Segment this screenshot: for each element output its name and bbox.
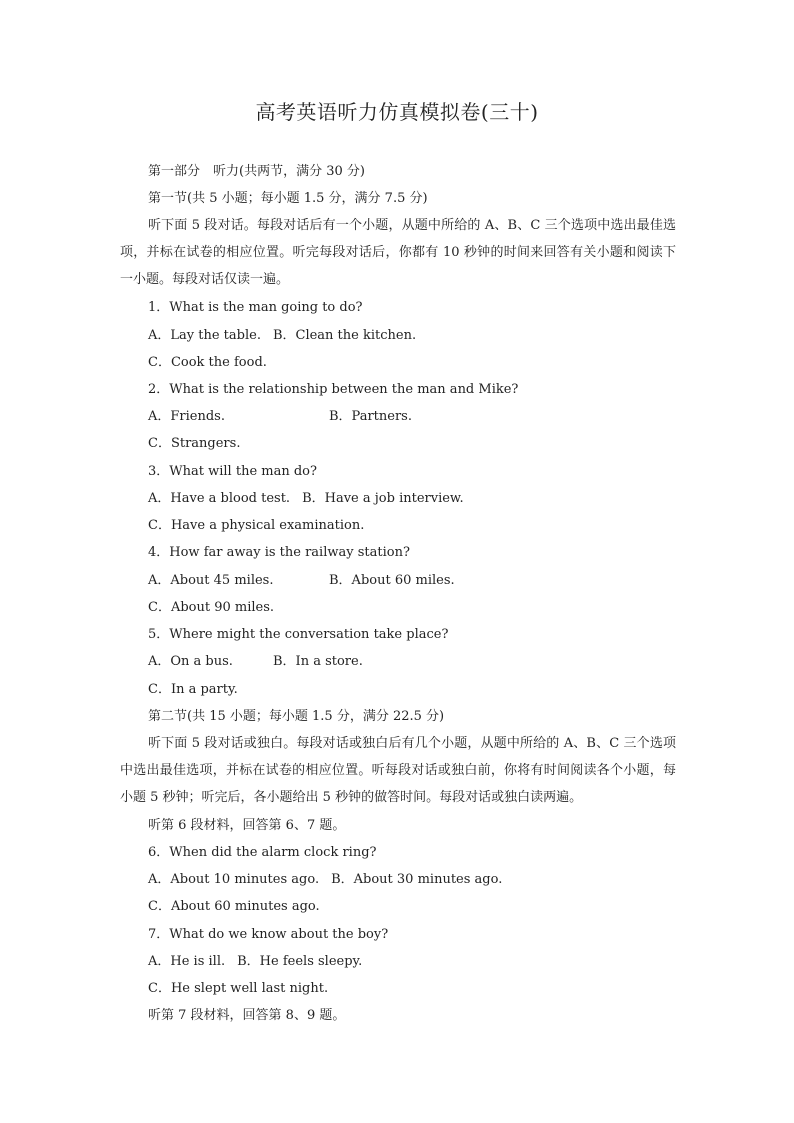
q4-option-b[interactable]: B．About 60 miles. — [329, 573, 455, 588]
question-4: 4．How far away is the railway station? — [148, 545, 410, 560]
question-3-options-ab — [148, 490, 464, 507]
q1-option-a[interactable]: A．Lay the table. — [148, 328, 261, 343]
section1-heading: 第一节(共 5 小题；每小题 1.5 分，满分 7.5 分) — [148, 191, 428, 206]
question-7: 7．What do we know about the boy? — [148, 927, 389, 942]
q7-option-b[interactable]: B．He feels sleepy. — [237, 954, 363, 969]
section1-instruction: 听下面 5 段对话。每段对话后有一个小题，从题中所给的 A、B、C 三个选项中选出最佳选项，并标在试卷的相应位置。听完每段对话后，你都有 10 秒钟的时间来回答有关小题和阅读下一小题。每段对话仅读一遍。 — [120, 218, 676, 288]
section2-instruction: 听下面 5 段对话或独白。每段对话或独白后有几个小题，从题中所给的 A、B、C 三个选项中选出最佳选项，并标在试卷的相应位置。听每段对话或独白前，你将有时间阅读各个小题，每小题 5 秒钟；听完后，各小题给出 5 秒钟的做答时间。每段对话或独白读两遍。 — [120, 736, 676, 806]
material-6-label: 听第 6 段材料，回答第 6、7 题。 — [148, 818, 346, 833]
material-7-label: 听第 7 段材料，回答第 8、9 题。 — [148, 1008, 346, 1023]
q6-option-a[interactable]: A．About 10 minutes ago. — [148, 872, 320, 887]
question-1-options-ab — [148, 327, 416, 344]
q4-option-c[interactable]: C．About 90 miles. — [148, 600, 275, 615]
q2-option-b[interactable]: B．Partners. — [329, 409, 412, 424]
q5-option-c[interactable]: C．In a party. — [148, 682, 238, 697]
question-7-options-ab — [148, 953, 362, 970]
q6-option-b[interactable]: B．About 30 minutes ago. — [331, 872, 503, 887]
question-5: 5．Where might the conversation take place? — [148, 627, 449, 642]
part1-heading: 第一部分 听力(共两节，满分 30 分) — [148, 164, 365, 179]
q4-option-a[interactable]: A．About 45 miles. — [148, 573, 274, 588]
q6-option-c[interactable]: C．About 60 minutes ago. — [148, 899, 320, 914]
q7-option-a[interactable]: A．He is ill. — [148, 954, 226, 969]
question-6: 6．When did the alarm clock ring? — [148, 845, 377, 860]
q1-option-b[interactable]: B．Clean the kitchen. — [272, 328, 417, 343]
question-3: 3．What will the man do? — [148, 464, 317, 479]
q5-option-b[interactable]: B．In a store. — [273, 654, 363, 669]
q7-option-c[interactable]: C．He slept well last night. — [148, 981, 329, 996]
q5-option-a[interactable]: A．On a bus. — [148, 654, 233, 669]
question-6-options-ab — [148, 871, 502, 888]
page-title: 高考英语听力仿真模拟卷(三十) — [255, 100, 539, 124]
section2-heading: 第二节(共 15 小题；每小题 1.5 分，满分 22.5 分) — [148, 709, 445, 724]
question-1: 1．What is the man going to do? — [148, 300, 363, 315]
q3-option-c[interactable]: C．Have a physical examination. — [148, 518, 365, 533]
q3-option-a[interactable]: A．Have a blood test. — [148, 491, 291, 506]
q1-option-c[interactable]: C．Cook the food. — [148, 355, 267, 370]
q2-option-c[interactable]: C．Strangers. — [148, 436, 241, 451]
q2-option-a[interactable]: A．Friends. — [148, 409, 225, 424]
question-2: 2．What is the relationship between the man and Mike? — [148, 382, 519, 397]
q3-option-b[interactable]: B．Have a job interview. — [302, 491, 464, 506]
